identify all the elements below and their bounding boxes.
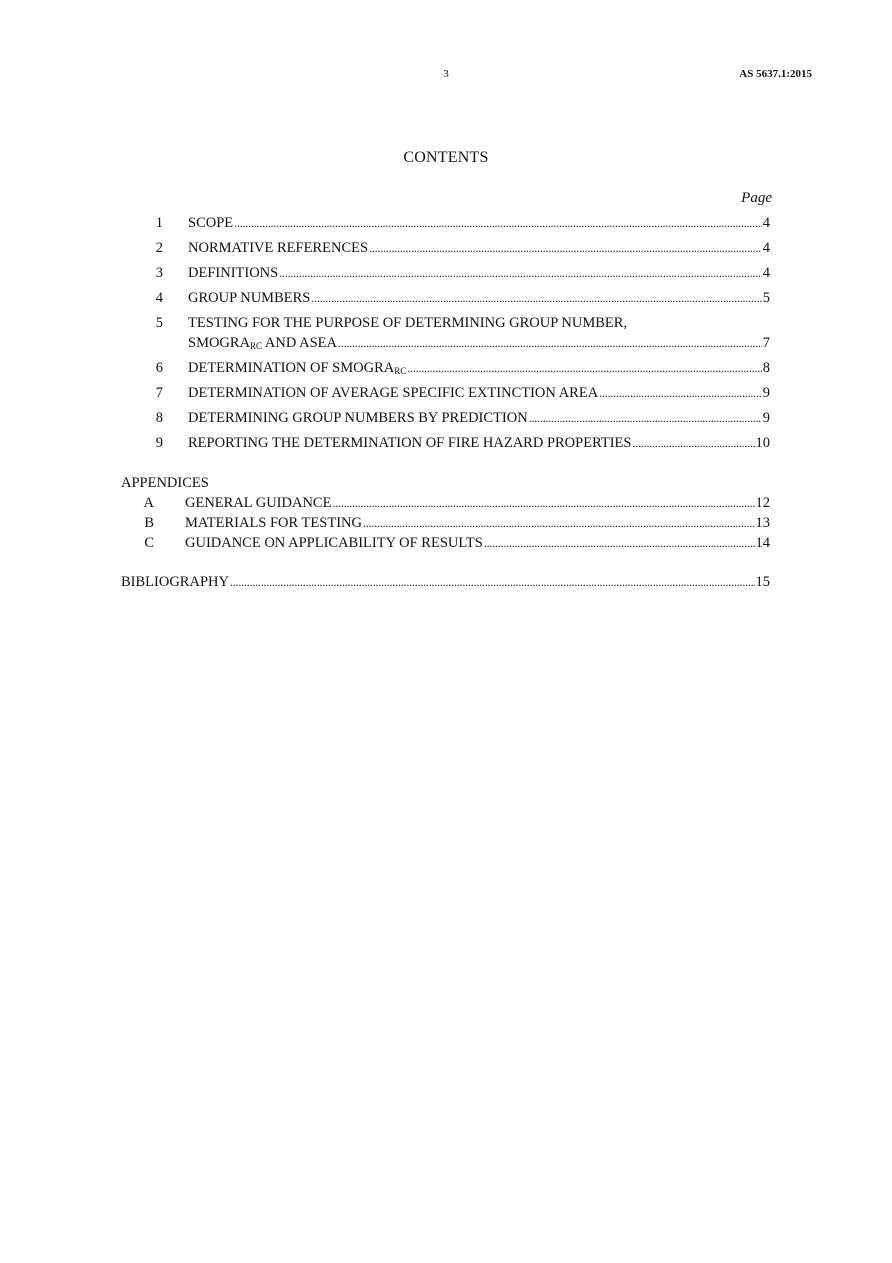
toc-entry [188, 214, 770, 232]
bibliography-page: 15 [755, 574, 770, 590]
toc-row-bibliography[interactable] [0, 573, 892, 591]
clause-page: 4 [762, 265, 770, 281]
clause-number: 6 [155, 360, 163, 376]
dot-leader [338, 334, 762, 352]
clause-page: 9 [762, 410, 770, 426]
clause-title: DETERMINING GROUP NUMBERS BY PREDICTION [188, 410, 528, 426]
toc-row-clause-1[interactable] [0, 214, 892, 232]
toc-row-clause-7[interactable] [0, 384, 892, 402]
dot-leader [363, 514, 755, 532]
page-number: 3 [443, 68, 449, 80]
appendix-page: 14 [755, 535, 770, 551]
appendix-page: 13 [755, 515, 770, 531]
appendix-title: GUIDANCE ON APPLICABILITY OF RESULTS [185, 535, 483, 551]
clause-page: 9 [762, 385, 770, 401]
clause-number: 7 [155, 385, 163, 401]
clause-title: DETERMINATION OF AVERAGE SPECIFIC EXTINCTION AREA [188, 385, 599, 401]
toc-entry [185, 534, 770, 552]
toc-entry [188, 264, 770, 282]
dot-leader [407, 359, 762, 377]
appendix-letter: A [143, 495, 154, 511]
clause-page: 4 [762, 240, 770, 256]
clause-title: GROUP NUMBERS [188, 290, 311, 306]
document-id: AS 5637.1:2015 [739, 68, 812, 80]
appendix-letter: B [144, 515, 154, 531]
dot-leader [234, 214, 762, 232]
clause-title-rest: AND ASEA [262, 335, 337, 351]
clause-title: REPORTING THE DETERMINATION OF FIRE HAZARD PROPERTIES [188, 435, 632, 451]
toc-entry [188, 289, 770, 307]
appendices-heading: APPENDICES [121, 475, 209, 491]
page-column-label: Page [741, 190, 772, 206]
clause-number: 9 [155, 435, 163, 451]
toc-entry [188, 239, 770, 257]
clause-number: 1 [155, 215, 163, 231]
dot-leader [230, 573, 755, 591]
toc-entry [121, 573, 770, 591]
dot-leader [529, 409, 762, 427]
appendix-page: 12 [755, 495, 770, 511]
dot-leader [311, 289, 761, 307]
toc-row-clause-2[interactable] [0, 239, 892, 257]
clause-title [188, 334, 337, 352]
toc-entry [185, 514, 770, 532]
clause-number: 4 [155, 290, 163, 306]
toc-entry [188, 384, 770, 402]
clause-title-subscript: RC [394, 366, 407, 376]
clause-page: 10 [755, 435, 770, 451]
toc-row-appendix-c[interactable] [0, 534, 892, 552]
dot-leader [484, 534, 755, 552]
dot-leader [332, 494, 754, 512]
toc-row-clause-3[interactable] [0, 264, 892, 282]
clause-title-line1: TESTING FOR THE PURPOSE OF DETERMINING GROUP NUMBER, [188, 315, 628, 331]
toc-row-clause-4[interactable] [0, 289, 892, 307]
clause-number: 8 [155, 410, 163, 426]
toc-row-clause-5-cont[interactable] [0, 334, 892, 352]
toc-row-clause-9[interactable] [0, 434, 892, 452]
toc-row-appendix-b[interactable] [0, 514, 892, 532]
appendix-title: MATERIALS FOR TESTING [185, 515, 362, 531]
clause-title-main: DETERMINATION OF SMOGRA [188, 360, 395, 376]
toc-entry [188, 359, 770, 377]
toc-row-appendix-a[interactable] [0, 494, 892, 512]
clause-number: 5 [155, 315, 163, 331]
clause-page: 4 [762, 215, 770, 231]
clause-page: 5 [762, 290, 770, 306]
toc-row-clause-8[interactable] [0, 409, 892, 427]
dot-leader [369, 239, 762, 257]
dot-leader [632, 434, 754, 452]
bibliography-title: BIBLIOGRAPHY [121, 574, 229, 590]
clause-title: NORMATIVE REFERENCES [188, 240, 369, 256]
clause-page: 8 [762, 360, 770, 376]
clause-title [188, 359, 406, 377]
appendix-letter: C [144, 535, 154, 551]
clause-number: 2 [155, 240, 163, 256]
toc-entry [185, 494, 770, 512]
toc-row-clause-5[interactable] [0, 314, 892, 332]
clause-title: DEFINITIONS [188, 265, 279, 281]
clause-title: SCOPE [188, 215, 234, 231]
clause-page: 7 [762, 335, 770, 351]
clause-number: 3 [155, 265, 163, 281]
clause-title-main: SMOGRA [188, 335, 251, 351]
toc-entry [188, 334, 770, 352]
contents-title: CONTENTS [403, 149, 489, 166]
dot-leader [279, 264, 762, 282]
appendix-title: GENERAL GUIDANCE [185, 495, 332, 511]
toc-entry [188, 409, 770, 427]
toc-row-clause-6[interactable] [0, 359, 892, 377]
toc-entry [188, 434, 770, 452]
dot-leader [599, 384, 762, 402]
clause-title-subscript: RC [250, 341, 263, 351]
